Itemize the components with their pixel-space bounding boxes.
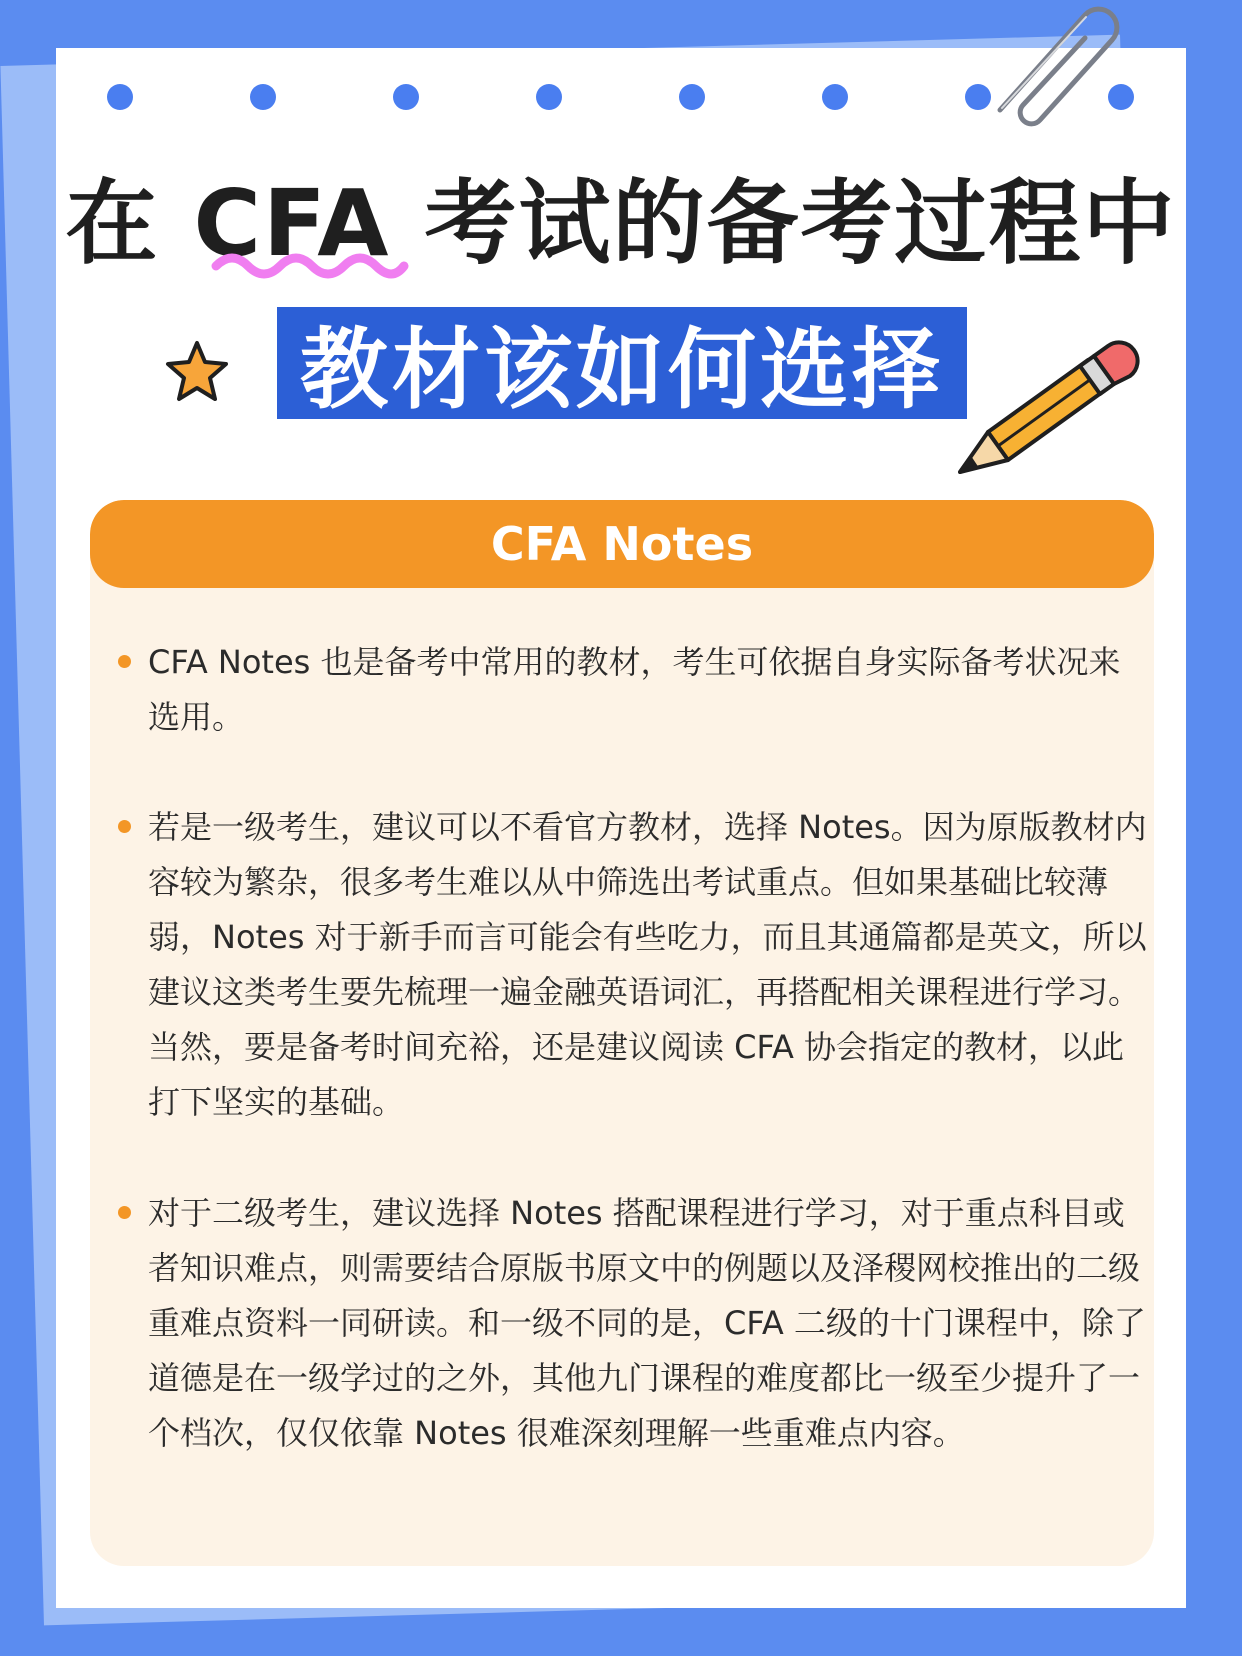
notes-card (90, 500, 1154, 1566)
bullet-dot (118, 1206, 131, 1219)
binder-dot (250, 84, 276, 110)
pencil-icon (940, 340, 1140, 480)
page-subtitle: 教材该如何选择 (299, 318, 944, 421)
card-header (90, 500, 1154, 588)
paperclip-icon (990, 0, 1130, 130)
binder-dot (536, 84, 562, 110)
bullet-item (148, 1186, 1148, 1461)
binder-dot (107, 84, 133, 110)
bullet-item (148, 800, 1148, 1130)
bullet-text: 若是一级考生，建议可以不看官方教材，选择 Notes。因为原版教材内容较为繁杂，很多考生难以从中筛选出考试重点。但如果基础比较薄弱，Notes 对于新手而言可能会有些吃力，而且其通篇都是英文，所以建议这类考生要先梳理一遍金融英语词汇，再搭配相关课程进行学习。当然，要是备考时间充裕，还是建议阅读 CFA 协会指定的教材，以此打下坚实的基础。 (148, 808, 1147, 1121)
binder-dot (965, 84, 991, 110)
page-title: 在 CFA 考试的备考过程中 (65, 170, 1177, 277)
squiggle-underline (210, 248, 410, 284)
card-title: CFA Notes (490, 517, 754, 571)
star-icon (162, 338, 232, 406)
bullet-text: 对于二级考生，建议选择 Notes 搭配课程进行学习，对于重点科目或者知识难点，则需要结合原版书原文中的例题以及泽稷网校推出的二级重难点资料一同研读。和一级不同的是，CFA 二级的十门课程中，除了道德是在一级学过的之外，其他九门课程的难度都比一级至少提升了一个档次，仅仅依靠 Notes 很难深刻理解一些重难点内容。 (148, 1194, 1146, 1452)
bullet-text: CFA Notes 也是备考中常用的教材，考生可依据自身实际备考状况来选用。 (148, 643, 1121, 736)
binder-dot (393, 84, 419, 110)
bullet-dot (118, 655, 131, 668)
bullet-item (148, 635, 1148, 745)
subtitle-banner (277, 307, 967, 419)
binder-dot (679, 84, 705, 110)
bullet-dot (118, 820, 131, 833)
binder-dot (822, 84, 848, 110)
